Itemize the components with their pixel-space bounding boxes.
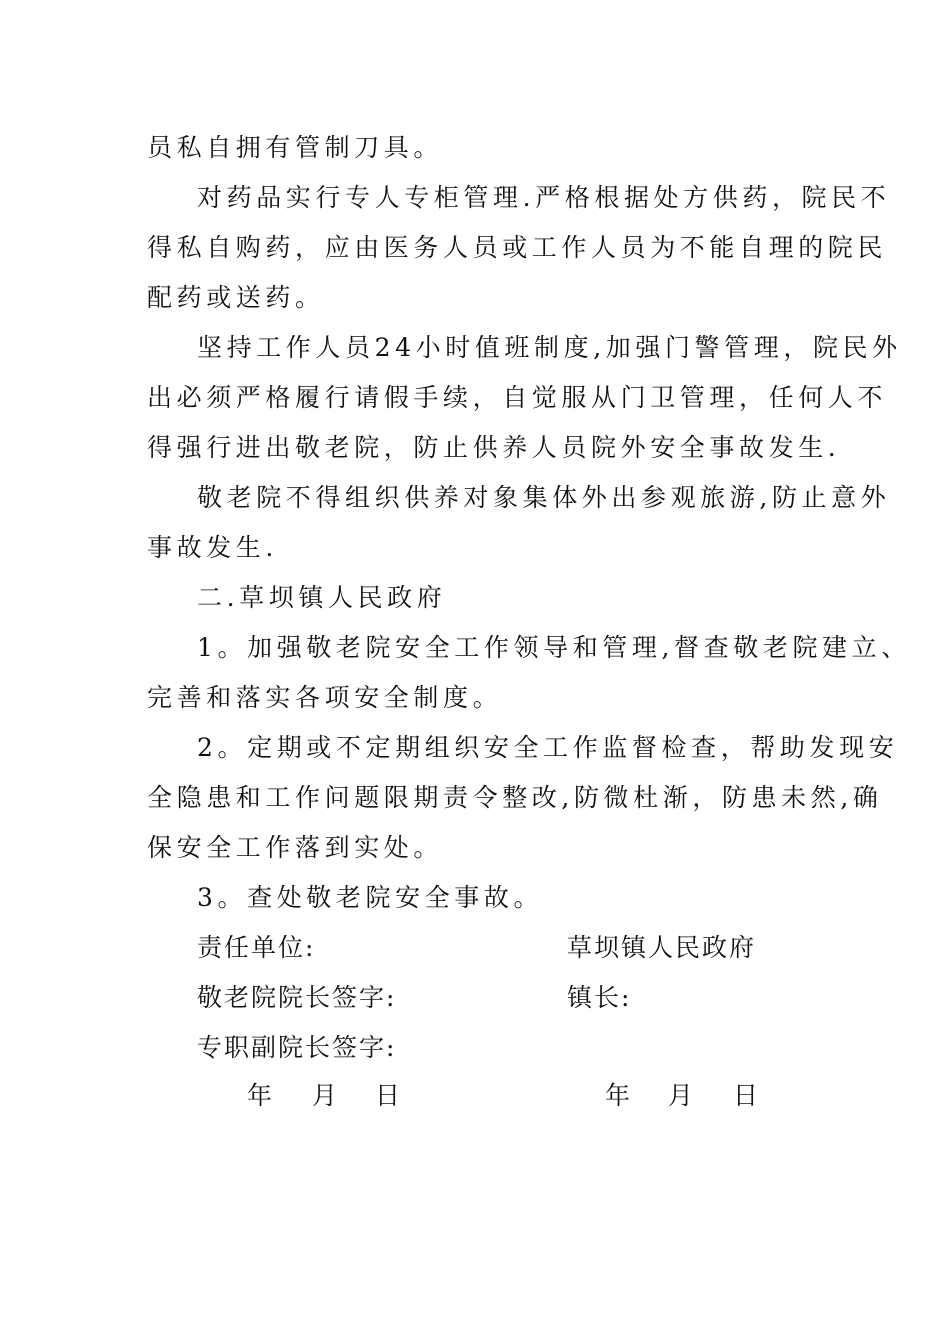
paragraph-line: 敬老院不得组织供养对象集体外出参观旅游,防止意外	[197, 483, 891, 512]
date-month: 月	[312, 1081, 338, 1110]
paragraph-line: 坚持工作人员24小时值班制度,加强门警管理，院民外	[197, 333, 902, 362]
paragraph-line: 得私自购药，应由医务人员或工作人员为不能自理的院民	[147, 233, 888, 262]
date-year: 年	[247, 1081, 273, 1110]
paragraph-line: 出必须严格履行请假手续，自觉服从门卫管理，任何人不	[147, 383, 888, 412]
list-item-line: 1。加强敬老院安全工作领导和管理,督查敬老院建立、	[197, 633, 911, 662]
date-year: 年	[605, 1081, 631, 1110]
paragraph-line: 事故发生.	[147, 533, 278, 562]
paragraph-line: 员私自拥有管制刀具。	[147, 133, 444, 162]
director-signature-label: 敬老院院长签字:	[197, 983, 397, 1012]
mayor-signature-label: 镇长:	[567, 983, 632, 1012]
list-item-line: 3。查处敬老院安全事故。	[197, 883, 544, 912]
list-item-line: 保安全工作落到实处。	[147, 833, 444, 862]
paragraph-line: 配药或送药。	[147, 283, 325, 312]
responsible-unit-value: 草坝镇人民政府	[567, 933, 757, 962]
section-heading: 二.草坝镇人民政府	[197, 583, 447, 612]
responsible-unit-label: 责任单位:	[197, 933, 316, 962]
list-item-line: 完善和落实各项安全制度。	[147, 683, 503, 712]
list-item-line: 全隐患和工作问题限期责令整改,防微杜渐，防患未然,确	[147, 783, 883, 812]
list-item-line: 2。定期或不定期组织安全工作监督检查，帮助发现安	[197, 733, 899, 762]
paragraph-line: 得强行进出敬老院，防止供养人员院外安全事故发生.	[147, 433, 841, 462]
date-day: 日	[375, 1081, 401, 1110]
date-month: 月	[668, 1081, 694, 1110]
paragraph-line: 对药品实行专人专柜管理.严格根据处方供药，院民不	[197, 183, 891, 212]
deputy-signature-label: 专职副院长签字:	[197, 1033, 397, 1062]
date-day: 日	[733, 1081, 759, 1110]
